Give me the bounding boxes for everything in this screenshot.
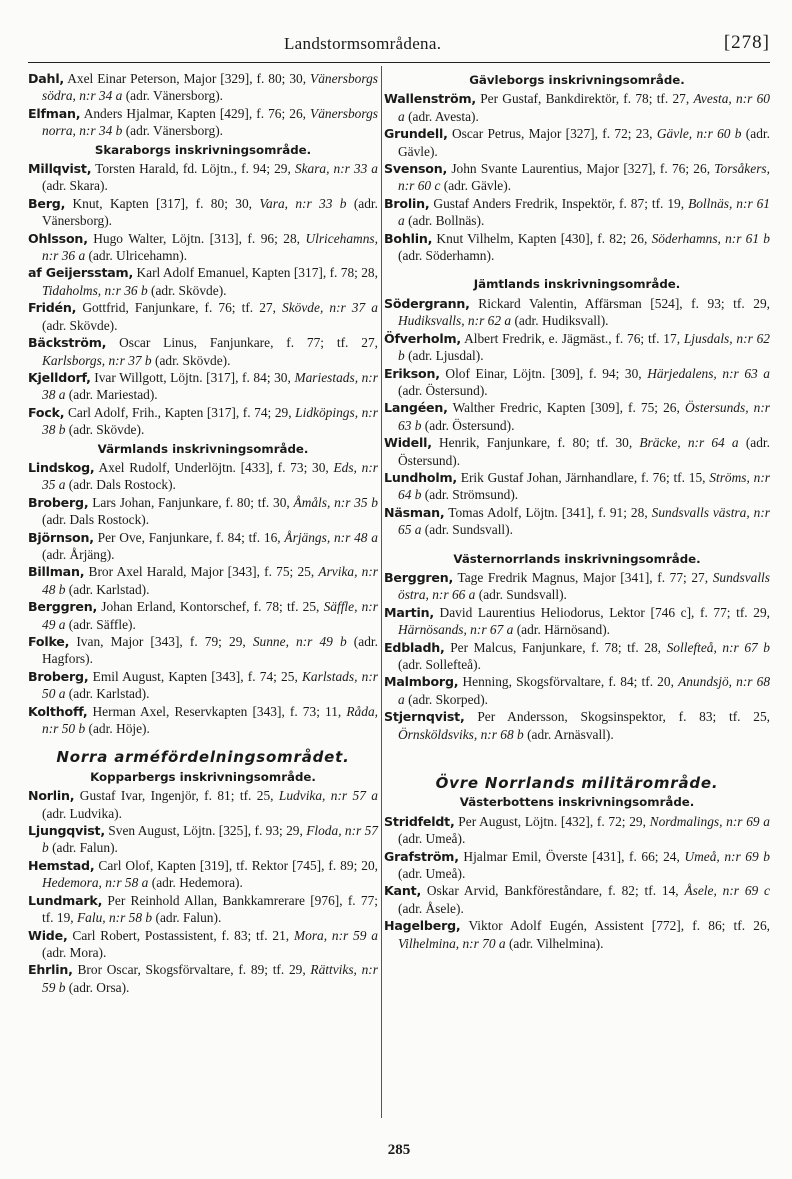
entry-address: (adr. Årjäng). [42,546,115,562]
entry-name: Berg, [28,195,66,211]
register-entry [28,598,378,633]
entry-details: Emil August, Kapten [343], f. 74; 25, [92,668,298,684]
entry-details: Carl Olof, Kapten [319], tf. Rektor [745], f. 89; 20, [98,857,378,873]
register-entry [28,299,378,334]
entry-district: Ulricehamns, n:r 36 a [42,230,378,264]
entry-district: Falu, n:r 58 b [76,910,153,926]
register-entry [28,230,378,265]
register-entry [28,264,378,299]
entry-district: Hudiksvalls, n:r 62 a [398,313,512,329]
register-entry [28,633,378,668]
entry-details: Torsten Harald, fd. Löjtn., f. 94; 29, [95,161,291,177]
entry-address: (adr. Arnäsvall). [527,726,614,742]
entry-district: Mariestads, n:r 38 a [42,369,378,403]
entry-district: Rättviks, n:r 59 b [42,962,378,995]
district-subheading: Skaraborgs inskrivningsområde. [94,142,312,157]
entry-details: Oscar Linus, Fanjunkare, f. 77; tf. 27, [119,335,378,351]
entry-address: (adr. Strömsund). [424,487,519,503]
column-divider [381,66,382,1118]
entry-address: (adr. Hudiksvall). [514,313,609,329]
entry-details: Per Reinhold Allan, Bankkamrerare [976], f. 77; tf. 19, [42,892,378,926]
register-entry [28,787,378,822]
entry-name: Näsman, [384,504,445,520]
entry-details: Viktor Adolf Eugén, Assistent [772], f. 86; tf. 26, [468,918,770,934]
entry-details: Hugo Walter, Löjtn. [313], f. 96; 28, [93,230,300,246]
entry-district: Torsåkers, n:r 60 c [398,161,770,194]
register-entry [28,160,378,195]
entry-details: Ivar Willgott, Löjtn. [317], f. 84; 30, [94,369,291,385]
entry-details: Tage Fredrik Magnus, Major [341], f. 77; 27, [457,569,709,585]
entry-address: (adr. Ludvika). [42,805,122,821]
entry-name: Svenson, [384,161,448,177]
district-subheading: Gävleborgs inskrivningsområde. [469,73,685,87]
entry-details: Lars Johan, Fanjunkare, f. 80; tf. 30, [92,494,290,510]
entry-district: Bräcke, n:r 64 a [639,435,739,451]
entry-district: Nordmalings, n:r 69 a [649,813,770,829]
register-entry [28,334,378,369]
register-entry [28,927,378,962]
register-entry [384,399,770,434]
entry-district: Söderhamns, n:r 61 b [651,230,770,246]
entry-details: Karl Adolf Emanuel, Kapten [317], f. 78; 28, [136,265,378,281]
entry-address: (adr. Ulricehamn). [88,248,188,264]
entry-details: Per Andersson, Skogsinspektor, f. 83; tf. 25, [477,709,770,725]
entry-name: Grundell, [384,126,448,142]
entry-district: Åmåls, n:r 35 b [293,494,378,510]
entry-district: Sundsvalls östra, n:r 66 a [398,569,770,603]
entry-name: Stjernqvist, [384,709,465,725]
register-entry [384,230,770,265]
register-entry [384,365,770,400]
entry-address: (adr. Umeå). [398,831,466,847]
entry-address: (adr. Karlstad). [68,686,150,702]
entry-district: Skara, n:r 33 a [294,161,378,177]
entry-address: (adr. Dals Rostock). [68,477,176,493]
register-entry [28,195,378,230]
entry-address: (adr. Orsa). [68,979,130,995]
entry-address: (adr. Hedemora). [151,875,243,891]
register-entry [384,813,770,848]
entry-details: Carl Adolf, Frih., Kapten [317], f. 74; 29, [67,404,292,420]
entry-district: Avesta, n:r 60 a [398,91,770,124]
entry-details: Bror Axel Harald, Major [343], f. 75; 25, [88,564,315,580]
entry-address: (adr. Östersund). [424,417,515,433]
entry-district: Vänersborgs norra, n:r 34 b [42,105,378,139]
entry-address: (adr. Dals Rostock). [42,512,150,528]
document-page [28,0,770,1179]
entry-district: Arvika, n:r 48 b [42,564,379,597]
entry-district: Örnsköldsviks, n:r 68 b [398,726,524,742]
entry-name: Erikson, [384,365,440,381]
entry-district: Östersunds, n:r 63 b [398,400,770,433]
entry-name: Ehrlin, [28,962,73,978]
register-entry [28,822,378,857]
entry-details: Albert Fredrik, e. Jägmäst., f. 76; tf. 17, [464,330,681,346]
entry-district: Floda, n:r 57 b [42,823,378,856]
page-number-bracketed: [278] [723,32,770,53]
register-entry [384,708,770,743]
district-subheading: Kopparbergs inskrivningsområde. [90,769,316,784]
entry-district: Vilhelmina, n:r 70 a [398,935,506,951]
entry-details: Gottfrid, Fanjunkare, f. 76; tf. 27, [82,300,276,316]
right-column [384,70,770,952]
entry-district: Vara, n:r 33 b [259,195,347,211]
register-entry [384,295,770,330]
entry-address: (adr. Umeå). [398,866,466,882]
register-entry [384,917,770,952]
entry-address: (adr. Skövde). [151,282,227,298]
military-area-heading: Övre Norrlands militärområde. [435,774,719,793]
entry-district: Sunne, n:r 49 b [252,634,347,649]
entry-address: (adr. Höje). [88,721,150,737]
entry-address: (adr. Vänersborg). [42,195,378,229]
entry-district: Bollnäs, n:r 61 a [398,195,770,229]
register-entry [28,459,378,494]
page-title: Landstormsområdena. [284,34,442,53]
entry-district: Råda, n:r 50 b [42,703,378,737]
entry-name: Broberg, [28,494,89,510]
entry-district: Umeå, n:r 69 b [684,848,770,864]
entry-address: (adr. Sundsvall). [424,522,513,538]
entry-address: (adr. Avesta). [408,108,479,124]
register-entry [384,330,770,365]
register-entry [384,90,770,125]
entry-details: Rickard Valentin, Affärsman [524], f. 93; tf. 29, [478,295,770,311]
entry-address: (adr. Sundsvall). [478,587,567,603]
entry-address: (adr. Söderhamn). [398,248,495,264]
entry-name: Widell, [384,435,432,451]
entry-name: Berggren, [384,569,454,585]
entry-name: Kolthoff, [28,703,88,719]
entry-details: Oskar Arvid, Bankföreståndare, f. 82; tf. 14, [426,883,679,899]
entry-details: Axel Einar Peterson, Major [329], f. 80; 30, [67,71,307,86]
entry-name: Kjelldorf, [28,369,91,385]
entry-address: (adr. Sollefteå). [398,657,481,672]
entry-name: Millqvist, [28,161,92,177]
entry-name: Öfverholm, [384,330,461,346]
register-entry [28,668,378,703]
entry-details: Sven August, Löjtn. [325], f. 93; 29, [108,823,303,839]
register-entry [28,857,378,892]
register-entry [28,892,378,927]
entry-details: David Laurentius Heliodorus, Lektor [746 c], f. 77; tf. 29, [439,604,770,620]
entry-district: Eds, n:r 35 a [42,459,378,493]
register-entry [384,604,770,639]
entry-district: Sollefteå, n:r 67 b [666,639,770,655]
district-subheading: Värmlands inskrivningsområde. [97,441,309,456]
register-entry [384,882,770,917]
entry-name: Lundholm, [384,469,458,485]
entry-details: John Svante Laurentius, Major [327], f. 76; 26, [451,161,711,177]
entry-details: Olof Einar, Löjtn. [309], f. 94; 30, [445,365,642,381]
register-entry [384,639,770,674]
entry-district: Ludvika, n:r 57 a [278,788,378,804]
entry-address: (adr. Falun). [155,910,222,926]
entry-district: Sundsvalls västra, n:r 65 a [398,504,770,538]
register-entry [384,504,770,539]
entry-address: (adr. Säffle). [68,616,136,632]
entry-details: Carl Robert, Postassistent, f. 83; tf. 21, [72,927,290,943]
entry-name: Langéen, [384,400,448,416]
entry-name: Lundmark, [28,892,103,908]
entry-district: Årjängs, n:r 48 a [284,529,378,545]
entry-address: (adr. Hagfors). [42,634,378,667]
entry-name: Folke, [28,634,70,649]
entry-name: Ohlsson, [28,230,88,246]
entry-name: Dahl, [28,71,65,86]
entry-name: Broberg, [28,668,89,684]
entry-details: Tomas Adolf, Löjtn. [341], f. 91; 28, [448,504,648,520]
entry-details: Ivan, Major [343], f. 79; 29, [76,634,246,649]
register-entry [28,70,378,105]
entry-address: (adr. Skövde). [42,317,118,333]
entry-details: Walther Fredric, Kapten [309], f. 75; 26, [452,400,680,416]
entry-district: Ljusdals, n:r 62 b [398,330,770,364]
register-entry [384,195,770,230]
register-entry [384,469,770,504]
entry-address: (adr. Skara). [42,178,108,194]
district-subheading: Västerbottens inskrivningsområde. [459,795,695,810]
entry-address: (adr. Vilhelmina). [508,935,604,951]
entry-details: Knut Vilhelm, Kapten [430], f. 82; 26, [436,230,648,246]
entry-details: Per Gustaf, Bankdirektör, f. 78; tf. 27, [480,91,690,107]
entry-district: Lidköpings, n:r 38 b [42,404,378,438]
entry-details: Per Ove, Fanjunkare, f. 84; tf. 16, [97,529,281,545]
entry-address: (adr. Åsele). [398,900,464,916]
entry-name: Ljungqvist, [28,823,105,839]
entry-address: (adr. Östersund). [398,382,488,398]
register-entry [384,434,770,469]
entry-name: Wide, [28,927,68,943]
entry-name: Björnson, [28,529,94,545]
entry-district: Karlstads, n:r 50 a [42,668,378,702]
district-subheading: Västernorrlands inskrivningsområde. [453,551,701,566]
entry-details: Per Malcus, Fanjunkare, f. 78; tf. 28, [450,639,662,655]
entry-name: Hemstad, [28,857,95,873]
entry-district: Säffle, n:r 49 a [42,599,378,632]
entry-name: Wallenström, [384,91,476,107]
entry-name: Fock, [28,404,65,420]
entry-address: (adr. Vänersborg). [125,123,224,139]
entry-address: (adr. Vänersborg). [125,88,224,104]
entry-details: Henning, Skogsförvaltare, f. 84; tf. 20, [462,674,674,690]
register-entry [28,105,378,140]
entry-address: (adr. Gävle). [398,126,770,159]
entry-address: (adr. Härnösand). [516,622,611,638]
register-entry [384,125,770,160]
entry-details: Gustaf Anders Fredrik, Inspektör, f. 87; tf. 19, [433,195,685,211]
entry-name: Grafström, [384,848,459,864]
entry-district: Skövde, n:r 37 a [282,300,378,316]
entry-address: (adr. Ljusdal). [408,348,484,364]
entry-name: Lindskog, [28,459,95,475]
entry-address: (adr. Mariestad). [68,387,158,403]
entry-district: Karlsborgs, n:r 37 b [42,352,152,368]
entry-address: (adr. Skövde). [154,352,231,368]
entry-name: Malmborg, [384,674,459,690]
entry-name: af Geijersstam, [28,265,134,281]
entry-district: Vänersborgs södra, n:r 34 a [42,71,378,104]
entry-name: Hagelberg, [384,918,461,934]
entry-details: Per August, Löjtn. [432], f. 72; 29, [458,813,646,829]
entry-details: Gustaf Ivar, Ingenjör, f. 81; tf. 25, [79,788,274,804]
register-entry [384,160,770,195]
entry-district: Åsele, n:r 69 c [684,883,770,899]
entry-name: Elfman, [28,105,81,121]
entry-district: Anundsjö, n:r 68 a [398,674,771,707]
entry-name: Billman, [28,564,85,580]
register-entry [28,703,378,738]
entry-name: Kant, [384,883,422,899]
entry-district: Ströms, n:r 64 b [398,469,770,503]
entry-name: Brolin, [384,195,430,211]
entry-district: Härnösands, n:r 67 a [398,622,514,638]
entry-address: (adr. Falun). [52,840,118,856]
entry-address: (adr. Karlstad). [68,581,150,597]
register-entry [28,369,378,404]
entry-address: (adr. Bollnäs). [408,213,485,229]
entry-address: (adr. Mora). [42,944,107,960]
entry-details: Anders Hjalmar, Kapten [429], f. 76; 26, [83,105,306,121]
entry-address: (adr. Skorped). [408,691,489,707]
entry-name: Edbladh, [384,639,445,655]
register-entry [28,563,378,598]
entry-details: Axel Rudolf, Underlöjtn. [433], f. 73; 30, [98,459,329,475]
military-area-heading: Norra arméfördelningsområdet. [56,748,350,767]
entry-district: Hedemora, n:r 58 a [42,875,149,891]
register-entry [28,404,378,439]
register-entry [28,494,378,529]
header-rule [28,62,770,63]
register-entry [28,529,378,564]
entry-details: Herman Axel, Reservkapten [343], f. 73; 11, [92,703,342,719]
entry-address: (adr. Gävle). [443,178,512,194]
entry-name: Bohlin, [384,230,433,246]
entry-details: Johan Erland, Kontorschef, f. 78; tf. 25, [101,599,320,615]
register-entry [28,961,378,996]
entry-details: Henrik, Fanjunkare, f. 80; tf. 30, [438,435,633,451]
entry-district: Gävle, n:r 60 b [656,126,742,142]
entry-details: Knut, Kapten [317], f. 80; 30, [72,195,253,211]
footer-page-number: 285 [387,1142,411,1158]
district-subheading: Jämtlands inskrivningsområde. [473,277,681,292]
entry-address: (adr. Östersund). [398,435,770,468]
left-column [28,70,378,996]
entry-address: (adr. Skövde). [68,422,145,438]
entry-name: Martin, [384,604,434,620]
entry-district: Mora, n:r 59 a [293,927,378,943]
register-entry [384,569,770,604]
entry-name: Södergrann, [384,295,470,311]
entry-name: Norlin, [28,788,75,804]
register-entry [384,673,770,708]
entry-name: Bäckström, [28,335,107,351]
entry-details: Oscar Petrus, Major [327], f. 72; 23, [451,126,653,142]
entry-district: Tidaholms, n:r 36 b [42,282,148,298]
entry-name: Berggren, [28,599,98,615]
entry-name: Fridén, [28,300,77,316]
entry-details: Bror Oscar, Skogsförvaltare, f. 89; tf. 29, [77,962,306,978]
entry-name: Stridfeldt, [384,813,455,829]
entry-details: Erik Gustaf Johan, Järnhandlare, f. 76; tf. 15, [460,469,706,485]
page-header [28,34,770,62]
entry-district: Härjedalens, n:r 63 a [647,365,770,381]
entry-details: Hjalmar Emil, Överste [431], f. 66; 24, [463,848,680,864]
register-entry [384,848,770,883]
